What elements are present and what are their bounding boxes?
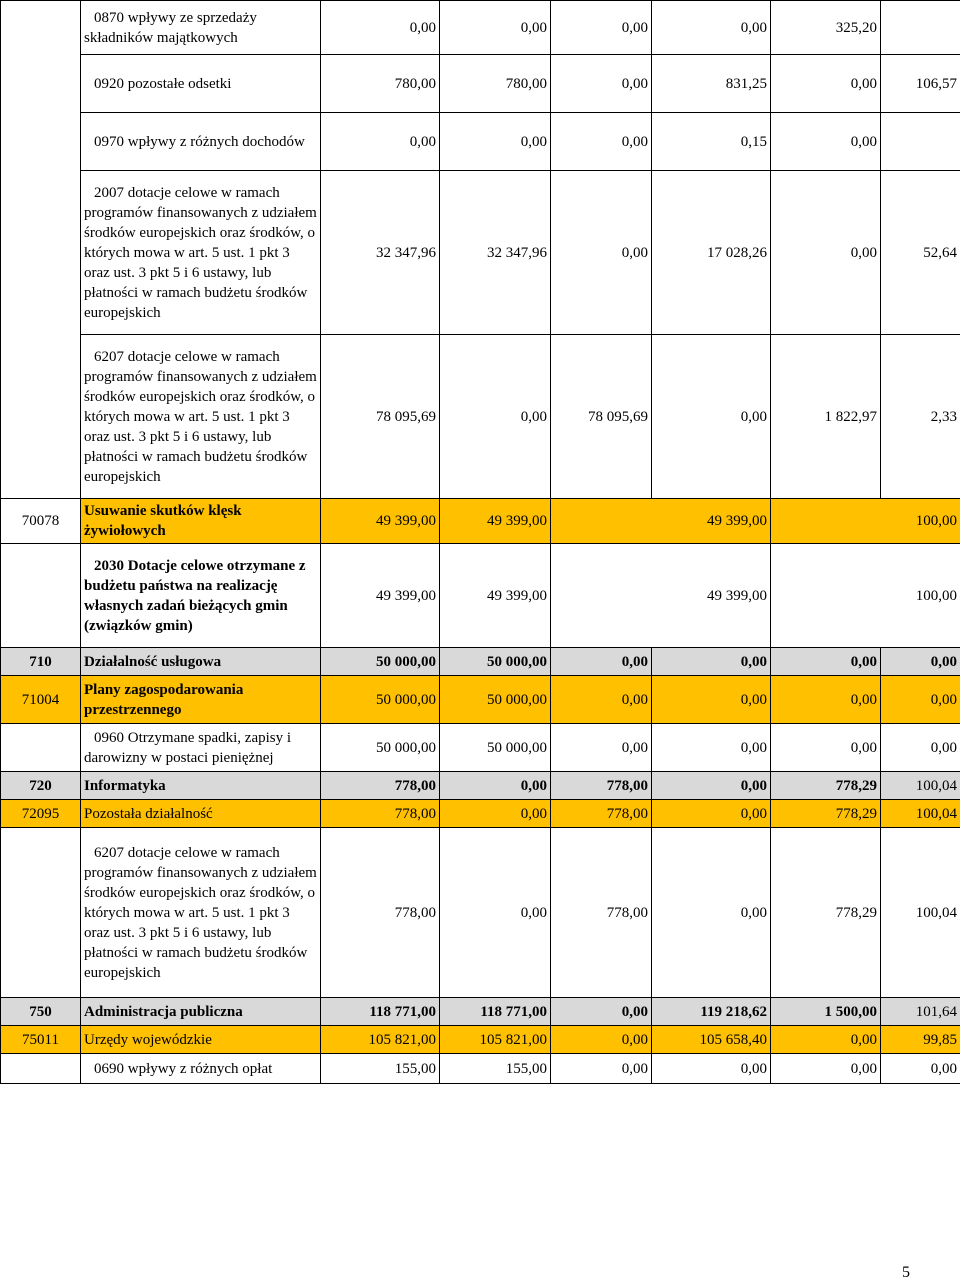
- value-cell: 49 399,00: [321, 499, 440, 544]
- value-cell: 0,00: [652, 724, 771, 772]
- value-cell: [551, 499, 652, 544]
- value-cell: 101,64: [881, 998, 960, 1026]
- value-cell: 0,00: [881, 676, 960, 724]
- value-cell: 155,00: [321, 1054, 440, 1084]
- value-cell: 50 000,00: [321, 648, 440, 676]
- description-cell: 6207 dotacje celowe w ramach programów finansowanych z udziałem środków europejskich oraz środków, o których mowa w art. 5 ust. 1 pkt 3 oraz ust. 3 pkt 5 i 6 ustawy, lub płatności w ramach budżetu środków europejskich: [81, 335, 321, 499]
- value-cell: 778,00: [321, 828, 440, 998]
- value-cell: 100,04: [881, 800, 960, 828]
- value-cell: 780,00: [440, 55, 551, 113]
- table-row: [1, 55, 960, 113]
- value-cell: 0,00: [440, 828, 551, 998]
- value-cell: 0,00: [771, 171, 881, 335]
- table-row: [1, 772, 960, 800]
- description-cell: 0870 wpływy ze sprzedaży składników majątkowych: [81, 1, 321, 55]
- value-cell: 17 028,26: [652, 171, 771, 335]
- description-cell: Usuwanie skutków klęsk żywiołowych: [81, 499, 321, 544]
- value-cell: 0,00: [551, 676, 652, 724]
- value-cell: 0,00: [652, 1, 771, 55]
- description-cell: 0960 Otrzymane spadki, zapisy i darowizny w postaci pieniężnej: [81, 724, 321, 772]
- value-cell: 778,00: [551, 828, 652, 998]
- chapter-cell: 70078: [1, 499, 81, 544]
- table-row: [1, 1054, 960, 1084]
- table-row: [1, 648, 960, 676]
- value-cell: 0,00: [551, 1026, 652, 1054]
- table-row: [1, 544, 960, 648]
- value-cell: 49 399,00: [652, 544, 771, 648]
- description-cell: Informatyka: [81, 772, 321, 800]
- table-row: [1, 676, 960, 724]
- value-cell: 778,29: [771, 800, 881, 828]
- description-cell: 2007 dotacje celowe w ramach programów finansowanych z udziałem środków europejskich oraz środków, o których mowa w art. 5 ust. 1 pkt 3 oraz ust. 3 pkt 5 i 6 ustawy, lub płatności w ramach budżetu środków europejskich: [81, 171, 321, 335]
- table-row: [1, 1, 960, 55]
- description-cell: Działalność usługowa: [81, 648, 321, 676]
- chapter-cell: 710: [1, 648, 81, 676]
- value-cell: 0,00: [551, 113, 652, 171]
- chapter-cell: [1, 1, 81, 499]
- value-cell: [881, 1, 960, 55]
- page-number: 5: [902, 1264, 910, 1282]
- table-row: [1, 113, 960, 171]
- table-row: [1, 828, 960, 998]
- value-cell: 2,33: [881, 335, 960, 499]
- description-cell: 2030 Dotacje celowe otrzymane z budżetu państwa na realizację własnych zadań bieżących gmin (związków gmin): [81, 544, 321, 648]
- value-cell: 0,00: [771, 724, 881, 772]
- value-cell: 0,00: [440, 772, 551, 800]
- value-cell: [771, 544, 881, 648]
- value-cell: 78 095,69: [551, 335, 652, 499]
- table-row: [1, 499, 960, 544]
- value-cell: 0,00: [440, 800, 551, 828]
- value-cell: 0,00: [652, 1054, 771, 1084]
- value-cell: [881, 113, 960, 171]
- value-cell: 118 771,00: [440, 998, 551, 1026]
- value-cell: 155,00: [440, 1054, 551, 1084]
- value-cell: 32 347,96: [440, 171, 551, 335]
- value-cell: 0,00: [551, 1054, 652, 1084]
- description-cell: Pozostała działalność: [81, 800, 321, 828]
- value-cell: 0,00: [551, 1, 652, 55]
- description-cell: 6207 dotacje celowe w ramach programów finansowanych z udziałem środków europejskich oraz środków, o których mowa w art. 5 ust. 1 pkt 3 oraz ust. 3 pkt 5 i 6 ustawy, lub płatności w ramach budżetu środków europejskich: [81, 828, 321, 998]
- value-cell: 0,00: [551, 55, 652, 113]
- value-cell: 0,00: [440, 335, 551, 499]
- value-cell: 831,25: [652, 55, 771, 113]
- value-cell: 0,00: [652, 648, 771, 676]
- chapter-cell: 750: [1, 998, 81, 1026]
- chapter-cell: 72095: [1, 800, 81, 828]
- value-cell: 0,00: [321, 113, 440, 171]
- value-cell: 0,00: [652, 772, 771, 800]
- value-cell: 0,00: [771, 55, 881, 113]
- value-cell: 105 658,40: [652, 1026, 771, 1054]
- value-cell: 0,00: [652, 828, 771, 998]
- chapter-cell: 720: [1, 772, 81, 800]
- value-cell: 50 000,00: [321, 724, 440, 772]
- value-cell: 50 000,00: [440, 648, 551, 676]
- value-cell: 0,00: [321, 1, 440, 55]
- value-cell: [771, 499, 881, 544]
- chapter-cell: [1, 1054, 81, 1084]
- value-cell: 0,00: [881, 1054, 960, 1084]
- value-cell: 118 771,00: [321, 998, 440, 1026]
- value-cell: 105 821,00: [440, 1026, 551, 1054]
- description-cell: Administracja publiczna: [81, 998, 321, 1026]
- value-cell: 100,04: [881, 828, 960, 998]
- value-cell: 0,00: [881, 648, 960, 676]
- value-cell: 0,00: [652, 800, 771, 828]
- value-cell: 0,00: [551, 724, 652, 772]
- table-row: [1, 171, 960, 335]
- table-row: [1, 800, 960, 828]
- value-cell: 0,00: [551, 648, 652, 676]
- value-cell: 0,00: [771, 113, 881, 171]
- chapter-cell: [1, 828, 81, 998]
- value-cell: 49 399,00: [440, 544, 551, 648]
- table-row: [1, 1026, 960, 1054]
- value-cell: 778,00: [321, 800, 440, 828]
- table-row: [1, 998, 960, 1026]
- value-cell: 78 095,69: [321, 335, 440, 499]
- value-cell: 50 000,00: [321, 676, 440, 724]
- value-cell: 32 347,96: [321, 171, 440, 335]
- value-cell: 50 000,00: [440, 676, 551, 724]
- value-cell: 52,64: [881, 171, 960, 335]
- value-cell: 780,00: [321, 55, 440, 113]
- value-cell: 100,00: [881, 544, 960, 648]
- value-cell: 100,00: [881, 499, 960, 544]
- value-cell: 778,29: [771, 772, 881, 800]
- value-cell: 0,00: [771, 1054, 881, 1084]
- chapter-cell: 75011: [1, 1026, 81, 1054]
- table-row: [1, 335, 960, 499]
- value-cell: 778,00: [551, 800, 652, 828]
- value-cell: 778,00: [551, 772, 652, 800]
- value-cell: 106,57: [881, 55, 960, 113]
- value-cell: 0,00: [551, 998, 652, 1026]
- value-cell: 0,00: [771, 648, 881, 676]
- value-cell: 0,00: [440, 113, 551, 171]
- value-cell: 0,00: [771, 1026, 881, 1054]
- value-cell: 1 500,00: [771, 998, 881, 1026]
- chapter-cell: [1, 724, 81, 772]
- description-cell: Plany zagospodarowania przestrzennego: [81, 676, 321, 724]
- value-cell: 0,00: [652, 335, 771, 499]
- value-cell: [551, 544, 652, 648]
- chapter-cell: [1, 544, 81, 648]
- value-cell: 325,20: [771, 1, 881, 55]
- value-cell: 0,15: [652, 113, 771, 171]
- description-cell: Urzędy wojewódzkie: [81, 1026, 321, 1054]
- value-cell: 0,00: [652, 676, 771, 724]
- table-row: [1, 724, 960, 772]
- value-cell: 778,00: [321, 772, 440, 800]
- description-cell: 0690 wpływy z różnych opłat: [81, 1054, 321, 1084]
- value-cell: 49 399,00: [440, 499, 551, 544]
- value-cell: 99,85: [881, 1026, 960, 1054]
- value-cell: 49 399,00: [321, 544, 440, 648]
- value-cell: 1 822,97: [771, 335, 881, 499]
- description-cell: 0920 pozostałe odsetki: [81, 55, 321, 113]
- value-cell: 100,04: [881, 772, 960, 800]
- value-cell: 49 399,00: [652, 499, 771, 544]
- value-cell: 119 218,62: [652, 998, 771, 1026]
- value-cell: 105 821,00: [321, 1026, 440, 1054]
- description-cell: 0970 wpływy z różnych dochodów: [81, 113, 321, 171]
- value-cell: 0,00: [440, 1, 551, 55]
- value-cell: 778,29: [771, 828, 881, 998]
- value-cell: 0,00: [551, 171, 652, 335]
- value-cell: 0,00: [881, 724, 960, 772]
- chapter-cell: 71004: [1, 676, 81, 724]
- value-cell: 0,00: [771, 676, 881, 724]
- value-cell: 50 000,00: [440, 724, 551, 772]
